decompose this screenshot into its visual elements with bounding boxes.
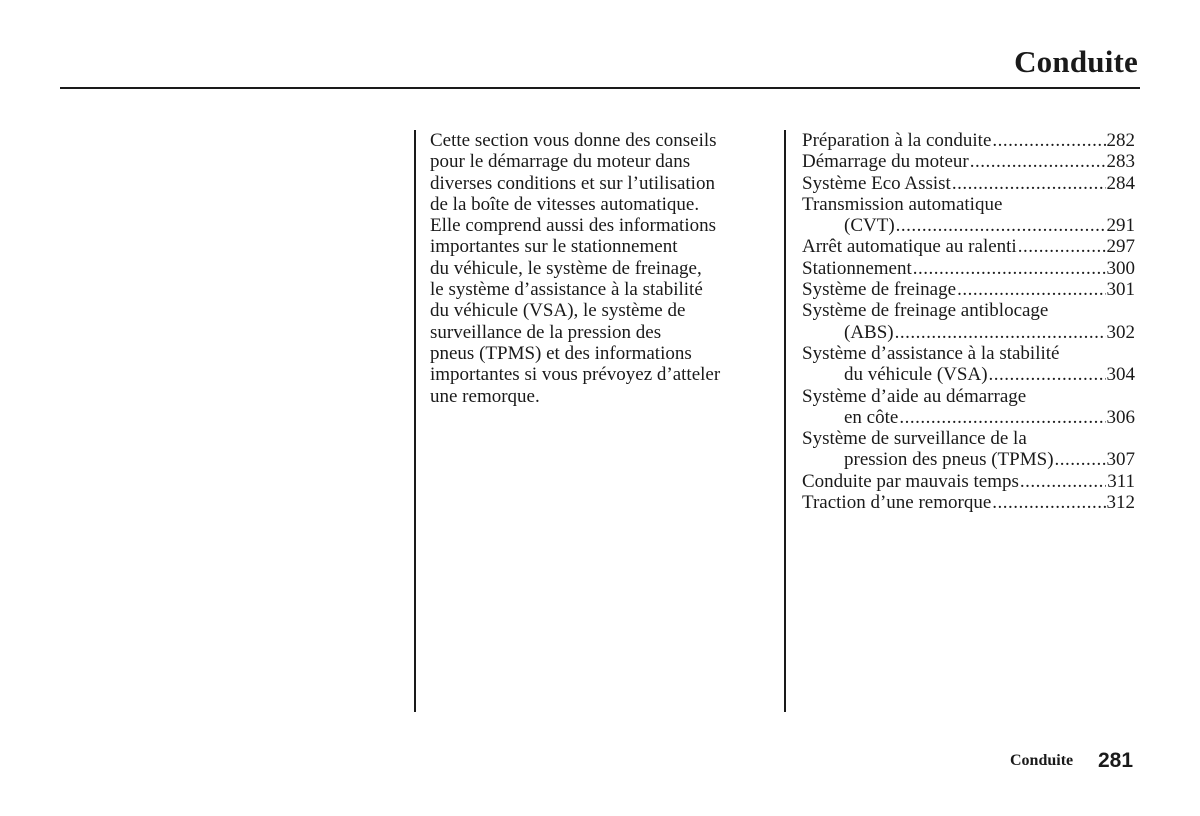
toc-entry-label: Système de freinage antiblocage <box>802 300 1049 322</box>
toc-entry <box>802 428 1135 449</box>
header-rule <box>60 87 1140 89</box>
toc-entry-label: Système de freinage <box>802 279 957 301</box>
intro-line: surveillance de la pression des <box>430 321 662 343</box>
page-header-title: Conduite <box>1014 44 1138 79</box>
toc-entry[interactable] <box>802 173 1135 194</box>
toc-entry[interactable] <box>802 364 1135 385</box>
toc-entry[interactable] <box>802 258 1135 279</box>
intro-line: Cette section vous donne des conseils <box>430 130 717 151</box>
intro-line: du véhicule (VSA), le système de <box>430 300 686 322</box>
toc-leader-dots <box>952 173 1106 194</box>
toc-entry[interactable] <box>802 449 1135 470</box>
column-rule-right <box>784 130 786 712</box>
footer-page-number: 281 <box>1098 749 1134 772</box>
toc-entry-label: (CVT) <box>844 215 895 237</box>
toc-leader-dots <box>1020 471 1106 492</box>
toc-entry[interactable] <box>802 492 1135 513</box>
toc-entry-label: Système Eco Assist <box>802 172 951 194</box>
toc-entry-page: 283 <box>1106 151 1135 173</box>
toc-entry-label: Système d’assistance à la stabilité <box>802 342 1060 364</box>
toc-entry[interactable] <box>802 130 1135 151</box>
intro-line: importantes si vous prévoyez d’atteler <box>430 364 721 386</box>
intro-line: diverses conditions et sur l’utilisation <box>430 172 715 194</box>
toc-entry-label: pression des pneus (TPMS) <box>844 449 1054 471</box>
toc-entry <box>802 194 1135 215</box>
toc-entry-page: 284 <box>1106 172 1135 194</box>
intro-line: de la boîte de vitesses automatique. <box>430 193 700 215</box>
toc-leader-dots <box>992 492 1105 513</box>
toc-leader-dots <box>895 322 1106 343</box>
intro-line: le système d’assistance à la stabilité <box>430 279 703 301</box>
intro-paragraph <box>430 130 770 407</box>
toc-entry[interactable] <box>802 151 1135 172</box>
toc-entry-label: Système d’aide au démarrage <box>802 385 1027 407</box>
toc-leader-dots <box>970 151 1106 172</box>
toc-entry-page: 300 <box>1106 257 1135 279</box>
toc-entry-label: en côte <box>844 406 899 428</box>
column-rule-left <box>414 130 416 712</box>
toc-entry-label: Transmission automatique <box>802 193 1003 215</box>
toc-entry[interactable] <box>802 279 1135 300</box>
toc-entry-page: 311 <box>1107 470 1135 492</box>
toc-leader-dots <box>989 364 1106 385</box>
intro-line: Elle comprend aussi des informations <box>430 215 716 237</box>
toc-leader-dots <box>1018 236 1106 257</box>
toc-entry-label: Arrêt automatique au ralenti <box>802 236 1017 258</box>
intro-line: pour le démarrage du moteur dans <box>430 151 691 173</box>
intro-line: une remorque. <box>430 385 540 407</box>
toc-leader-dots <box>1055 449 1106 470</box>
toc-entry-page: 291 <box>1106 215 1135 237</box>
toc-entry-page: 301 <box>1106 279 1135 301</box>
toc-entry-label: (ABS) <box>844 321 894 343</box>
toc-entry-page: 306 <box>1106 406 1135 428</box>
toc-entry <box>802 300 1135 321</box>
toc-leader-dots <box>913 258 1106 279</box>
table-of-contents <box>802 130 1135 513</box>
intro-line: du véhicule, le système de freinage, <box>430 257 702 279</box>
toc-entry-page: 297 <box>1106 236 1135 258</box>
toc-entry[interactable] <box>802 322 1135 343</box>
toc-entry-page: 282 <box>1106 130 1135 151</box>
toc-entry-label: du véhicule (VSA) <box>844 364 988 386</box>
toc-leader-dots <box>896 215 1106 236</box>
toc-entry-page: 312 <box>1106 492 1135 514</box>
toc-leader-dots <box>992 130 1105 151</box>
toc-entry[interactable] <box>802 236 1135 257</box>
toc-entry-page: 307 <box>1106 449 1135 471</box>
toc-entry-label: Démarrage du moteur <box>802 151 969 173</box>
toc-entry-label: Système de surveillance de la <box>802 428 1027 450</box>
toc-entry[interactable] <box>802 215 1135 236</box>
toc-entry <box>802 386 1135 407</box>
toc-leader-dots <box>899 407 1105 428</box>
toc-entry-label: Stationnement <box>802 257 912 279</box>
intro-line: importantes sur le stationnement <box>430 236 678 258</box>
intro-line: pneus (TPMS) et des informations <box>430 342 692 364</box>
toc-entry-page: 304 <box>1106 364 1135 386</box>
toc-entry[interactable] <box>802 407 1135 428</box>
toc-entry-label: Traction d’une remorque <box>802 492 992 514</box>
toc-leader-dots <box>957 279 1105 300</box>
toc-entry <box>802 343 1135 364</box>
toc-entry-page: 302 <box>1106 321 1135 343</box>
footer-section-label: Conduite <box>1010 752 1074 769</box>
toc-entry-label: Conduite par mauvais temps <box>802 470 1019 492</box>
toc-entry[interactable] <box>802 471 1135 492</box>
toc-entry-label: Préparation à la conduite <box>802 130 992 151</box>
